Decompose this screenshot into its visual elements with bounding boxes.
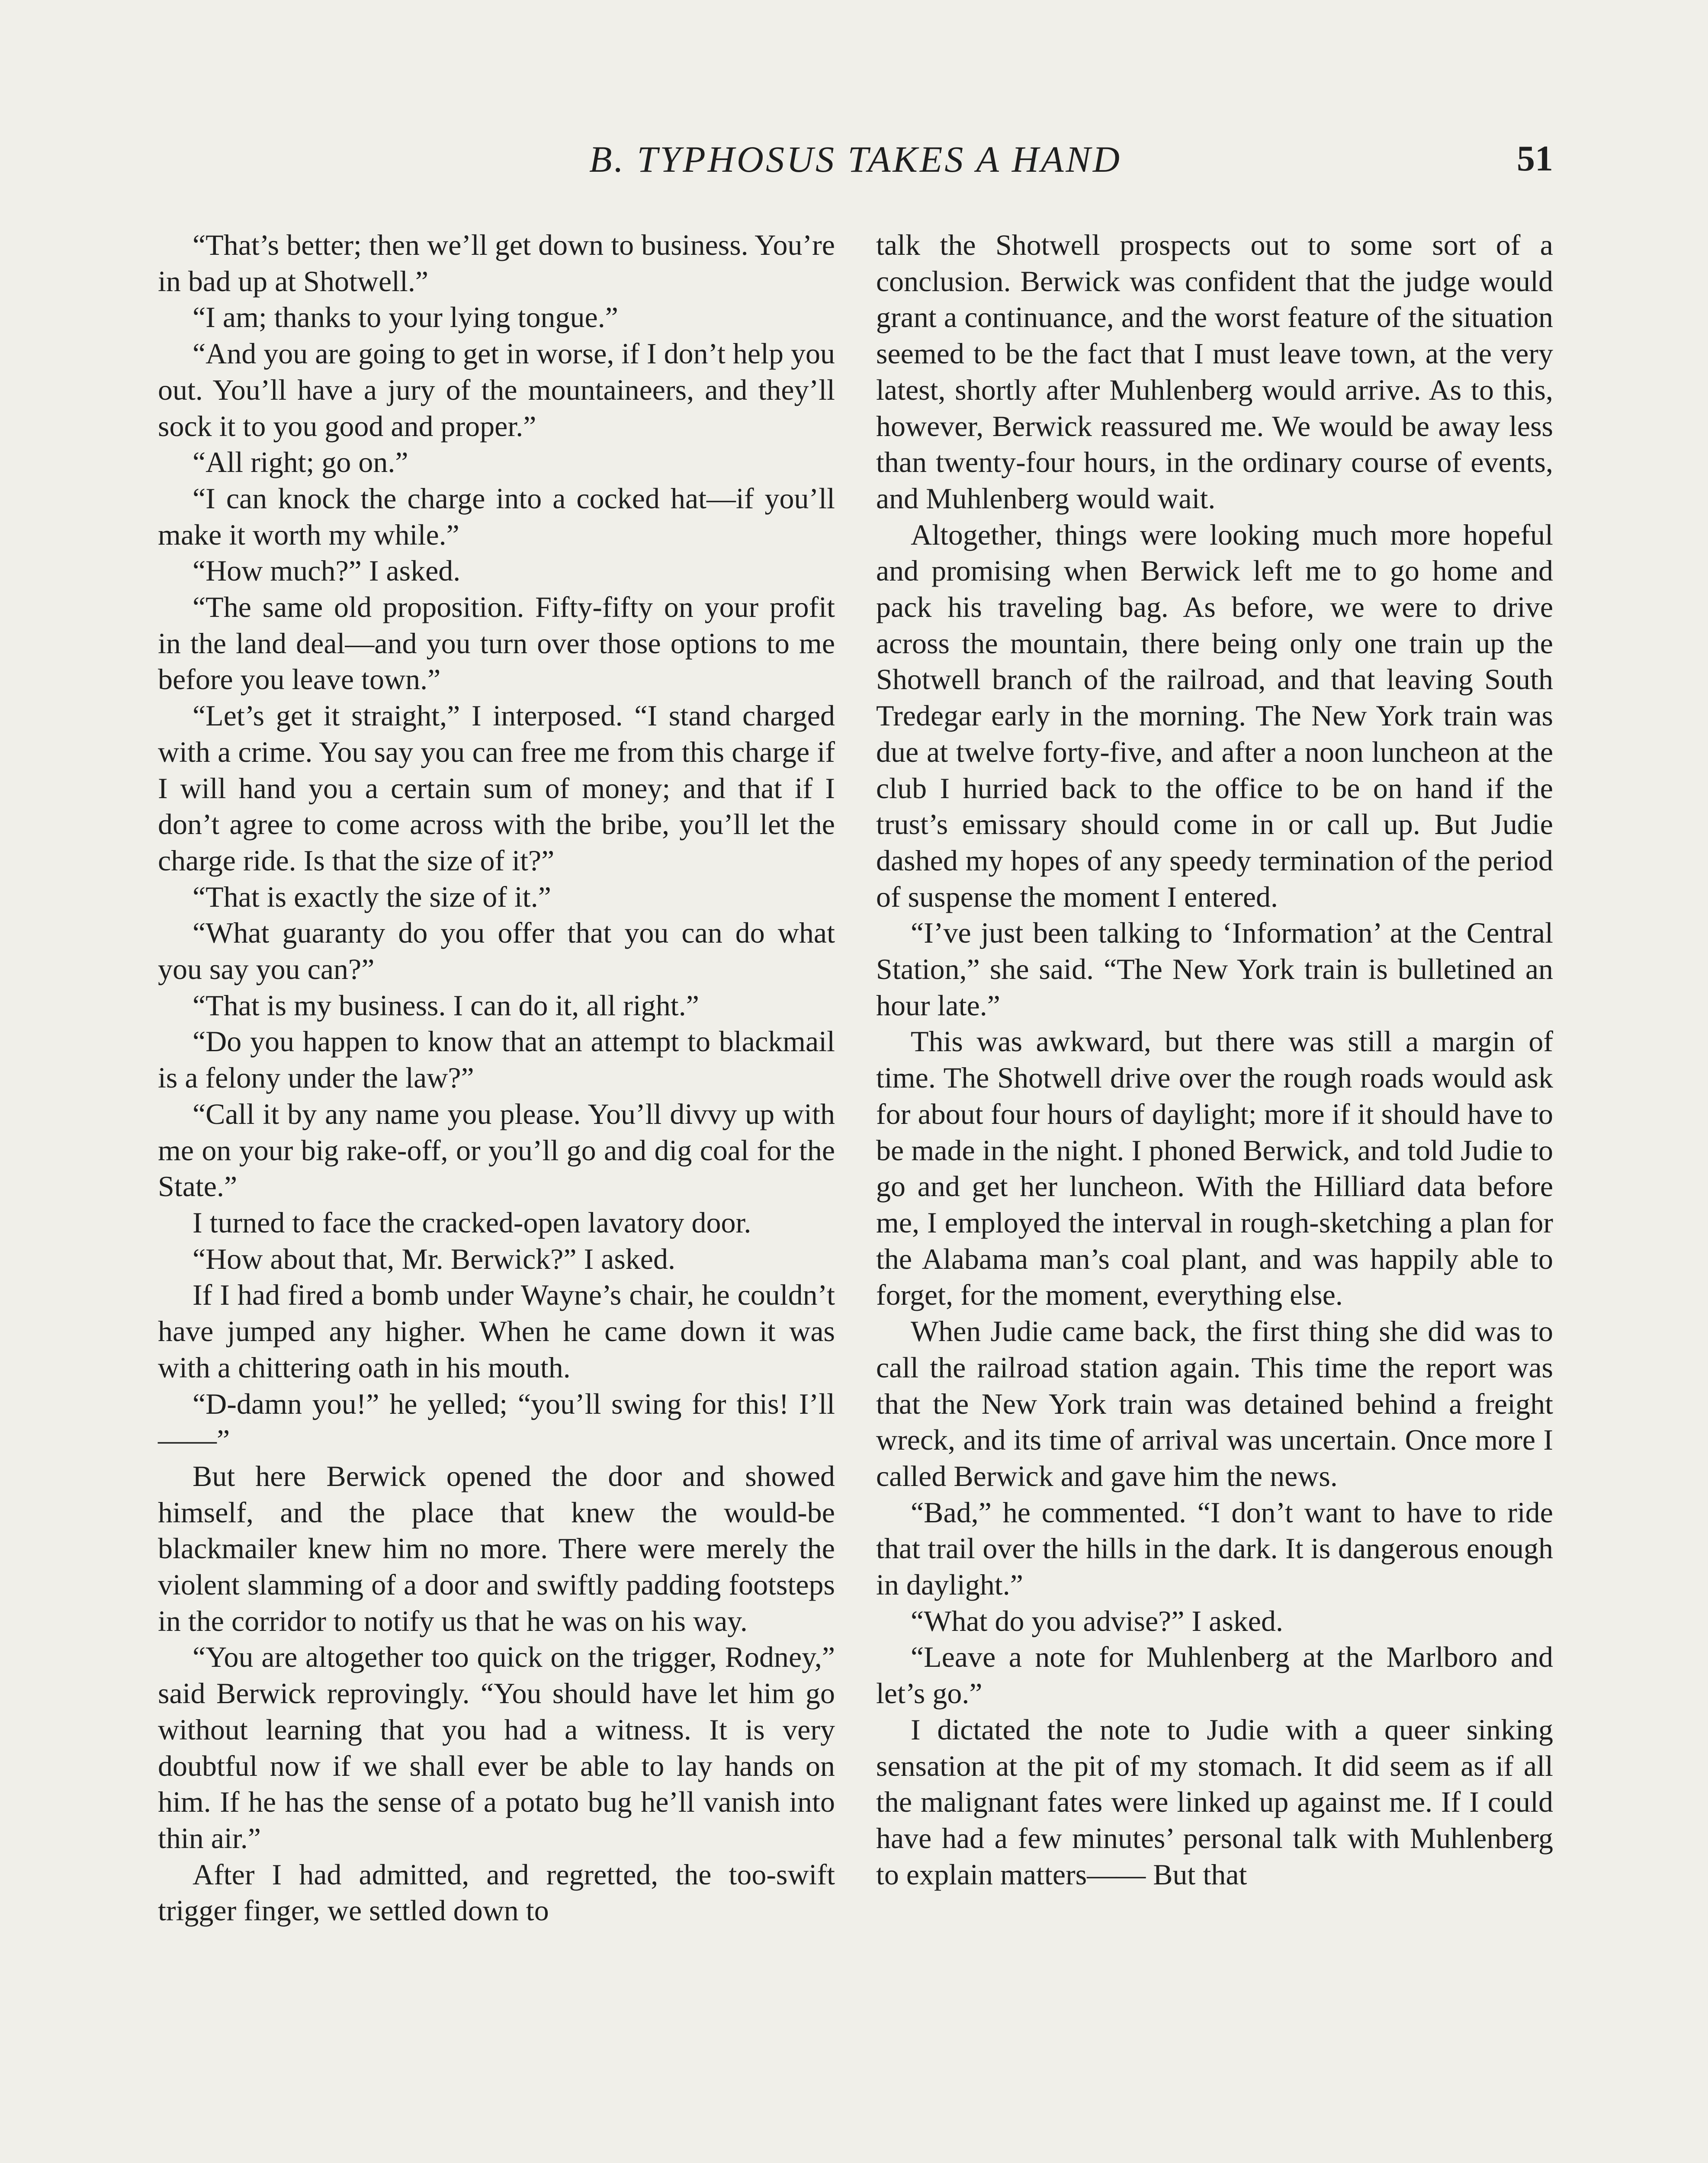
paragraph: “I can knock the charge into a cocked hat—if you’ll make it worth my while.” (158, 481, 835, 551)
left-column (158, 227, 835, 1929)
paragraph: “How much?” I asked. (193, 554, 461, 587)
paragraph: If I had fired a bomb under Wayne’s chair, he couldn’t have jumped any higher. When he came down it was with a chittering oath in his mouth. (158, 1278, 835, 1384)
paragraph: When Judie came back, the first thing she did was to call the railroad station again. This time the report was that the New York train was detained behind a freight wreck, and its time of arrival was uncertain. Once more I called Berwick and gave him the news. (876, 1315, 1553, 1492)
paragraph: “How about that, Mr. Berwick?” I asked. (193, 1242, 675, 1275)
paragraph: I turned to face the cracked-open lavatory door. (193, 1206, 751, 1239)
paragraph: “Bad,” he commented. “I don’t want to have to ride that trail over the hills in the dark. It is dangerous enough in daylight.” (876, 1495, 1553, 1601)
paragraph: “I’ve just been talking to ‘Information’ at the Central Station,” she said. “The New York train is bulletined an hour late.” (876, 916, 1553, 1022)
paragraph: This was awkward, but there was still a margin of time. The Shotwell drive over the rough roads would ask for about four hours of daylight; more if it should have to be made in the night. I phoned Berwick, and told Judie to go and get her luncheon. With the Hilliard data before me, I employed the interval in rough-sketching a plan for the Alabama man’s coal plant, and was happily able to forget, for the moment, everything else. (876, 1025, 1553, 1312)
paragraph: “And you are going to get in worse, if I don’t help you out. You’ll have a jury of the mountaineers, and they’ll sock it to you good and proper.” (158, 337, 835, 443)
paragraph: “That’s better; then we’ll get down to business. You’re in bad up at Shotwell.” (158, 228, 835, 298)
paragraph: “Do you happen to know that an attempt to blackmail is a felony under the law?” (158, 1025, 835, 1094)
paragraph: “What do you advise?” I asked. (911, 1604, 1283, 1637)
paragraph: “What guaranty do you offer that you can do what you say you can?” (158, 916, 835, 986)
right-column (876, 227, 1553, 1893)
running-head (158, 138, 1553, 202)
paragraph: “That is exactly the size of it.” (193, 880, 551, 913)
paragraph: I dictated the note to Judie with a queer sinking sensation at the pit of my stomach. It did seem as if all the malignant fates were linked up against me. If I could have had a few minutes’ personal talk with Muhlenberg to explain matters—— But that (876, 1713, 1553, 1891)
paragraph: But here Berwick opened the door and showed himself, and the place that knew the would-be blackmailer knew him no more. There were merely the violent slamming of a door and swiftly padding footsteps in the corridor to notify us that he was on his way. (158, 1459, 835, 1637)
running-title: B. TYPHOSUS TAKES A HAND (589, 138, 1122, 180)
paragraph: “D-damn you!” he yelled; “you’ll swing for this! I’ll——” (158, 1387, 835, 1457)
continued-paragraph: talk the Shotwell prospects out to some sort of a conclusion. Berwick was confident that the judge would grant a continuance, and the worst feature of the situation seemed to be the fact that I must leave town, at the very latest, shortly after Muhlenberg would arrive. As to this, however, Berwick reassured me. We would be away less than twenty-four hours, in the ordinary course of events, and Muhlenberg would wait. (876, 228, 1553, 515)
paragraph: “Call it by any name you please. You’ll divvy up with me on your big rake-off, or you’ll go and dig coal for the State.” (158, 1097, 835, 1203)
paragraph: “The same old proposition. Fifty-fifty on your profit in the land deal—and you turn over those options to me before you leave town.” (158, 590, 835, 696)
paragraph: “That is my business. I can do it, all right.” (193, 988, 699, 1022)
paragraph: “You are altogether too quick on the trigger, Rodney,” said Berwick reprovingly. “You should have let him go without learning that you had a witness. It is very doubtful now if we shall ever be able to lay hands on him. If he has the sense of a potato bug he’ll vanish into thin air.” (158, 1640, 835, 1855)
paragraph: “Let’s get it straight,” I interposed. “I stand charged with a crime. You say you can free me from this charge if I will hand you a certain sum of money; and that if I don’t agree to come across with the bribe, you’ll let the charge ride. Is that the size of it?” (158, 699, 835, 877)
paragraph: “Leave a note for Muhlenberg at the Marlboro and let’s go.” (876, 1640, 1553, 1710)
paragraph: “I am; thanks to your lying tongue.” (193, 301, 618, 334)
page-number: 51 (1517, 138, 1553, 179)
paragraph: “All right; go on.” (193, 446, 408, 479)
paragraph: Altogether, things were looking much more hopeful and promising when Berwick left me to go home and pack his traveling bag. As before, we were to drive across the mountain, there being only one train up the Shotwell branch of the railroad, and that leaving South Tredegar early in the morning. The New York train was due at twelve forty-five, and after a noon luncheon at the club I hurried back to the office to be on hand if the trust’s emissary should come in or call up. But Judie dashed my hopes of any speedy termination of the period of suspense the moment I entered. (876, 518, 1553, 913)
paragraph: After I had admitted, and regretted, the too-swift trigger finger, we settled down to (158, 1858, 835, 1927)
